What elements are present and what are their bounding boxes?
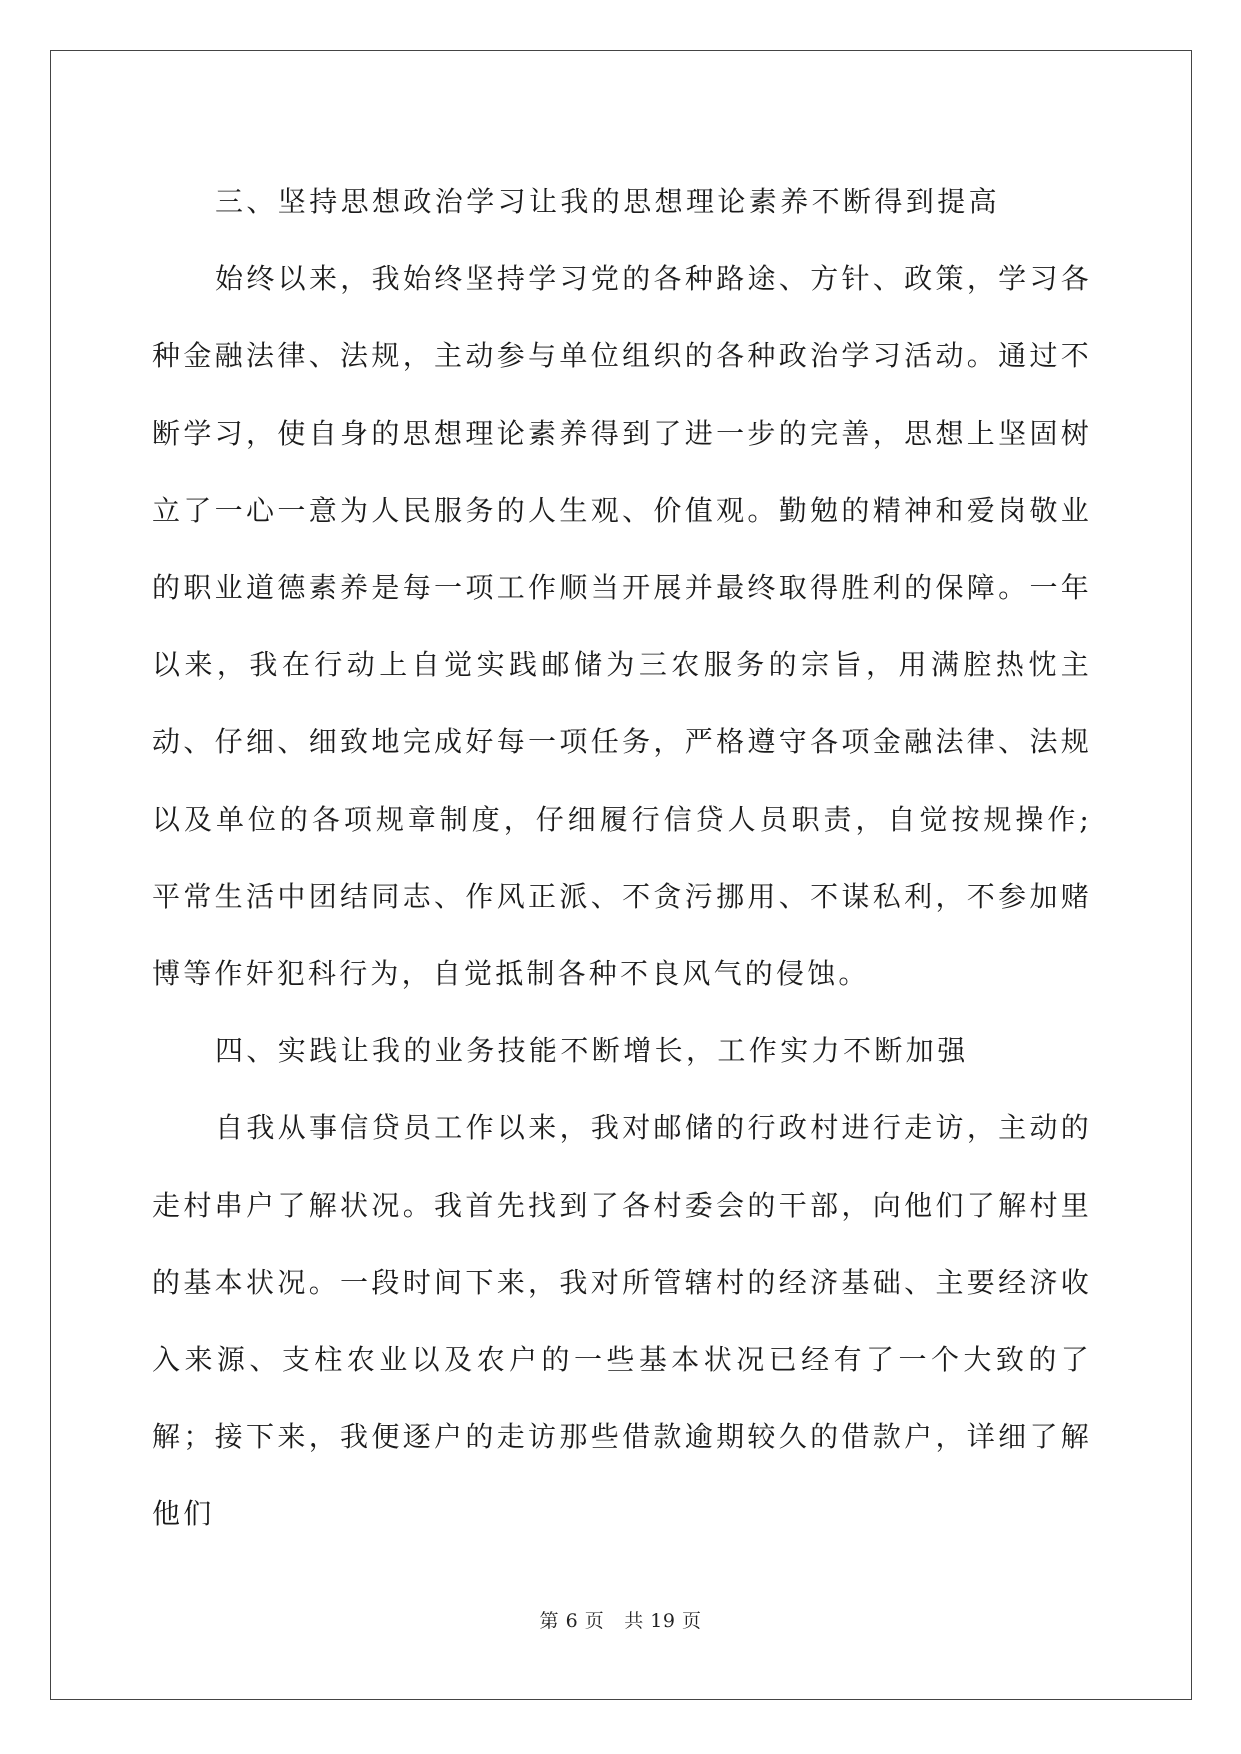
page-footer xyxy=(0,1606,1241,1633)
section-heading-4: 四、实践让我的业务技能不断增长，工作实力不断加强 xyxy=(215,1034,969,1068)
page-total: 共 19 页 xyxy=(624,1610,702,1632)
body-paragraph-1: 始终以来，我始终坚持学习党的各种路途、方针、政策，学习各种金融法律、法规，主动参与单位组织的各种政治学习活动。通过不断学习，使自身的思想理论素养得到了进一步的完善，思想上坚固树立了一心一意为人民服务的人生观、价值观。勤勉的精神和爱岗敬业的职业道德素养是每一项工作顺当开展并最终取得胜利的保障。一年以来，我在行动上自觉实践邮储为三农服务的宗旨，用满腔热忱主动、仔细、细致地完成好每一项任务，严格遵守各项金融法律、法规以及单位的各项规章制度，仔细履行信贷人员职责，自觉按规操作;平常生活中团结同志、作风正派、不贪污挪用、不谋私利，不参加赌博等作奸犯科行为，自觉抵制各种不良风气的侵蚀。 xyxy=(152,262,1092,991)
document-body xyxy=(152,163,1092,1553)
page-number: 第 6 页 xyxy=(539,1610,605,1632)
body-paragraph-2: 自我从事信贷员工作以来，我对邮储的行政村进行走访，主动的走村串户了解状况。我首先找到了各村委会的干部，向他们了解村里的基本状况。一段时间下来，我对所管辖村的经济基础、主要经济收入来源、支柱农业以及农户的一些基本状况已经有了一个大致的了解；接下来，我便逐户的走访那些借款逾期较久的借款户，详细了解他们 xyxy=(152,1111,1092,1531)
section-heading-3: 三、坚持思想政治学习让我的思想理论素养不断得到提高 xyxy=(215,185,1001,218)
